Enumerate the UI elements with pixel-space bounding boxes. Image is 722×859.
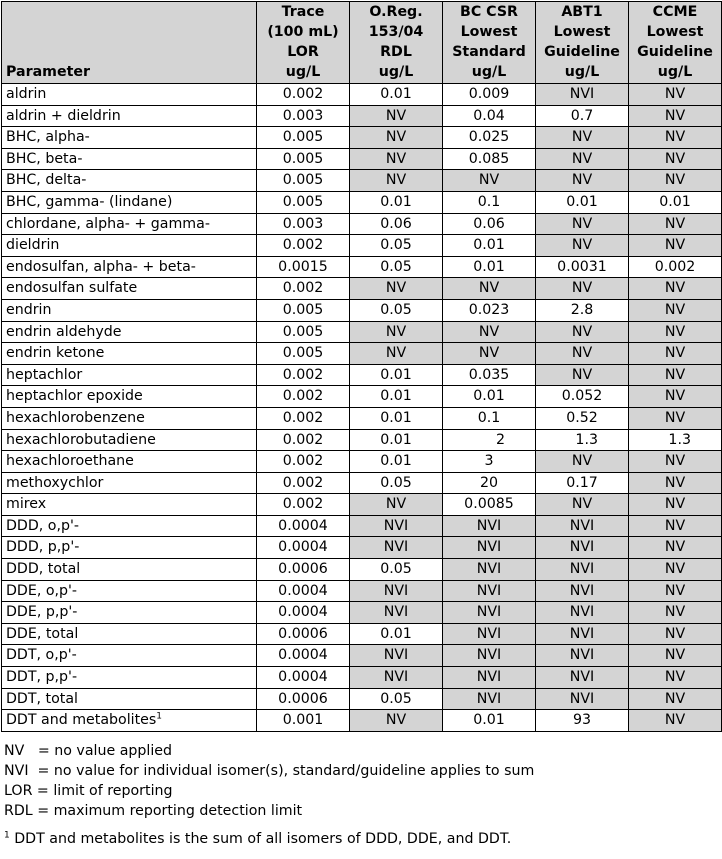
guideline-table bbox=[1, 1, 722, 732]
value-cell: 0.002 bbox=[257, 429, 350, 451]
parameter-cell bbox=[2, 645, 257, 667]
value-cell: 0.05 bbox=[350, 299, 443, 321]
value-cell: 0.01 bbox=[629, 191, 722, 213]
value-cell: 0.002 bbox=[257, 386, 350, 408]
parameter-name: endosulfan, alpha- + beta- bbox=[6, 258, 196, 275]
table-row bbox=[2, 645, 722, 667]
parameter-name: methoxychlor bbox=[6, 474, 104, 491]
value-cell: NV bbox=[629, 602, 722, 624]
value-cell: 0.0004 bbox=[257, 515, 350, 537]
value-cell: NV bbox=[629, 321, 722, 343]
header-row bbox=[2, 2, 722, 84]
table-row bbox=[2, 148, 722, 170]
parameter-cell bbox=[2, 429, 257, 451]
header-bc-csr: BC CSR Lowest Standard ug/L bbox=[443, 2, 536, 84]
value-cell: 0.05 bbox=[350, 472, 443, 494]
parameter-cell bbox=[2, 451, 257, 473]
parameter-cell bbox=[2, 213, 257, 235]
parameter-name: DDE, o,p'- bbox=[6, 582, 78, 599]
value-cell: 0.01 bbox=[443, 256, 536, 278]
value-cell: 0.01 bbox=[350, 623, 443, 645]
value-cell: NVI bbox=[536, 84, 629, 106]
table-row bbox=[2, 364, 722, 386]
parameter-cell bbox=[2, 235, 257, 257]
value-cell: NVI bbox=[350, 667, 443, 689]
value-cell: NV bbox=[629, 515, 722, 537]
parameter-cell bbox=[2, 472, 257, 494]
value-cell: 0.01 bbox=[443, 386, 536, 408]
value-cell: 0.7 bbox=[536, 105, 629, 127]
parameter-cell bbox=[2, 299, 257, 321]
value-cell: NVI bbox=[536, 602, 629, 624]
value-cell: 0.0004 bbox=[257, 537, 350, 559]
footnote-reference: 1 bbox=[156, 711, 163, 722]
value-cell: 0.052 bbox=[536, 386, 629, 408]
value-cell: NV bbox=[629, 494, 722, 516]
footnote-mark: 1 bbox=[4, 830, 10, 841]
value-cell: NVI bbox=[443, 645, 536, 667]
value-cell: 0.01 bbox=[350, 407, 443, 429]
value-cell: NVI bbox=[350, 580, 443, 602]
value-cell: 20 bbox=[443, 472, 536, 494]
value-cell: 0.003 bbox=[257, 213, 350, 235]
value-cell: NV bbox=[629, 645, 722, 667]
value-cell: 0.085 bbox=[443, 148, 536, 170]
parameter-name: dieldrin bbox=[6, 237, 60, 254]
value-cell: NV bbox=[536, 148, 629, 170]
parameter-cell bbox=[2, 688, 257, 710]
parameter-cell bbox=[2, 343, 257, 365]
parameter-cell bbox=[2, 148, 257, 170]
note-lor: LOR = limit of reporting bbox=[4, 783, 173, 799]
parameter-name: hexachloroethane bbox=[6, 453, 134, 470]
value-cell: 0.002 bbox=[629, 256, 722, 278]
value-cell: 0.001 bbox=[257, 710, 350, 732]
parameter-cell bbox=[2, 386, 257, 408]
value-cell: 0.06 bbox=[443, 213, 536, 235]
value-cell: NV bbox=[443, 278, 536, 300]
table-row bbox=[2, 299, 722, 321]
value-cell: NV bbox=[536, 321, 629, 343]
value-cell: 0.023 bbox=[443, 299, 536, 321]
value-cell: 0.01 bbox=[350, 364, 443, 386]
value-cell: NVI bbox=[443, 537, 536, 559]
value-cell: NV bbox=[629, 364, 722, 386]
table-row bbox=[2, 537, 722, 559]
value-cell: NV bbox=[629, 84, 722, 106]
value-cell: 0.0004 bbox=[257, 645, 350, 667]
value-cell: 0.01 bbox=[350, 429, 443, 451]
value-cell: 0.009 bbox=[443, 84, 536, 106]
value-cell: NVI bbox=[443, 559, 536, 581]
header-oreg-rdl: O.Reg. 153/04 RDL ug/L bbox=[350, 2, 443, 84]
parameter-name: endrin aldehyde bbox=[6, 323, 122, 340]
value-cell: 0.05 bbox=[350, 256, 443, 278]
parameter-cell bbox=[2, 667, 257, 689]
parameter-name: mirex bbox=[6, 496, 47, 513]
value-cell: 2.8 bbox=[536, 299, 629, 321]
value-cell: 0.05 bbox=[350, 235, 443, 257]
table-row bbox=[2, 451, 722, 473]
value-cell: 0.01 bbox=[443, 710, 536, 732]
parameter-cell bbox=[2, 623, 257, 645]
value-cell: 0.01 bbox=[350, 386, 443, 408]
value-cell: NV bbox=[350, 710, 443, 732]
value-cell: NVI bbox=[536, 645, 629, 667]
table-row bbox=[2, 429, 722, 451]
value-cell: 0.04 bbox=[443, 105, 536, 127]
value-cell: 0.0006 bbox=[257, 623, 350, 645]
value-cell: 0.002 bbox=[257, 364, 350, 386]
header-abt1: ABT1 Lowest Guideline ug/L bbox=[536, 2, 629, 84]
value-cell: 0.002 bbox=[257, 278, 350, 300]
value-cell: NVI bbox=[350, 515, 443, 537]
value-cell: NV bbox=[536, 494, 629, 516]
footnote bbox=[4, 829, 511, 849]
value-cell: 0.01 bbox=[350, 451, 443, 473]
parameter-cell bbox=[2, 407, 257, 429]
parameter-cell bbox=[2, 278, 257, 300]
value-cell: NV bbox=[536, 343, 629, 365]
parameter-cell bbox=[2, 710, 257, 732]
value-cell: NV bbox=[629, 667, 722, 689]
value-cell: NVI bbox=[536, 623, 629, 645]
table-row bbox=[2, 343, 722, 365]
value-cell: NV bbox=[536, 364, 629, 386]
parameter-name: aldrin + dieldrin bbox=[6, 107, 121, 124]
value-cell: NVI bbox=[536, 559, 629, 581]
parameter-name: endosulfan sulfate bbox=[6, 280, 138, 297]
value-cell: NV bbox=[629, 537, 722, 559]
value-cell: 1.3 bbox=[536, 429, 629, 451]
value-cell: NV bbox=[350, 127, 443, 149]
table-row bbox=[2, 688, 722, 710]
parameter-name: heptachlor bbox=[6, 366, 83, 383]
parameter-name: DDD, p,p'- bbox=[6, 539, 80, 556]
table-row bbox=[2, 170, 722, 192]
value-cell: NV bbox=[350, 170, 443, 192]
parameter-cell bbox=[2, 515, 257, 537]
value-cell: NVI bbox=[443, 515, 536, 537]
value-cell: 0.005 bbox=[257, 148, 350, 170]
table-row bbox=[2, 710, 722, 732]
table-row bbox=[2, 494, 722, 516]
value-cell: NV bbox=[350, 494, 443, 516]
parameter-name: DDD, total bbox=[6, 561, 81, 578]
value-cell: NVI bbox=[350, 537, 443, 559]
value-cell: 0.01 bbox=[443, 235, 536, 257]
table-row bbox=[2, 386, 722, 408]
value-cell: NV bbox=[350, 278, 443, 300]
value-cell: 0.0004 bbox=[257, 580, 350, 602]
value-cell: NV bbox=[629, 623, 722, 645]
table-body bbox=[2, 84, 722, 732]
value-cell: NV bbox=[629, 299, 722, 321]
value-cell: 93 bbox=[536, 710, 629, 732]
value-cell: NVI bbox=[536, 515, 629, 537]
value-cell: 0.17 bbox=[536, 472, 629, 494]
parameter-name: DDE, p,p'- bbox=[6, 604, 78, 621]
value-cell: NV bbox=[629, 580, 722, 602]
parameter-cell bbox=[2, 364, 257, 386]
value-cell: 3 bbox=[443, 451, 536, 473]
value-cell: NV bbox=[443, 170, 536, 192]
value-cell: 0.025 bbox=[443, 127, 536, 149]
value-cell: 0.003 bbox=[257, 105, 350, 127]
value-cell: NV bbox=[536, 451, 629, 473]
value-cell: 0.52 bbox=[536, 407, 629, 429]
parameter-name: chlordane, alpha- + gamma- bbox=[6, 215, 210, 232]
parameter-name: heptachlor epoxide bbox=[6, 388, 143, 405]
parameter-cell bbox=[2, 494, 257, 516]
value-cell: 0.0031 bbox=[536, 256, 629, 278]
value-cell: 0.01 bbox=[350, 84, 443, 106]
value-cell: NV bbox=[443, 321, 536, 343]
value-cell: 0.005 bbox=[257, 127, 350, 149]
header-trace-lor: Trace (100 mL) LOR ug/L bbox=[257, 2, 350, 84]
value-cell: NV bbox=[536, 170, 629, 192]
parameter-name: BHC, beta- bbox=[6, 150, 83, 167]
value-cell: NVI bbox=[443, 623, 536, 645]
value-cell: NV bbox=[629, 688, 722, 710]
table-row bbox=[2, 623, 722, 645]
table-row bbox=[2, 515, 722, 537]
parameter-name: hexachlorobenzene bbox=[6, 409, 145, 426]
parameter-cell bbox=[2, 580, 257, 602]
value-cell: NV bbox=[629, 105, 722, 127]
parameter-name: DDT, total bbox=[6, 690, 78, 707]
value-cell: NVI bbox=[443, 602, 536, 624]
parameter-name: endrin bbox=[6, 301, 52, 318]
value-cell: NV bbox=[536, 278, 629, 300]
parameter-name: DDT, o,p'- bbox=[6, 647, 77, 664]
table-row bbox=[2, 235, 722, 257]
value-cell: NV bbox=[443, 343, 536, 365]
header-ccme: CCME Lowest Guideline ug/L bbox=[629, 2, 722, 84]
value-cell: 0.002 bbox=[257, 472, 350, 494]
value-cell: 0.005 bbox=[257, 170, 350, 192]
parameter-name: BHC, gamma- (lindane) bbox=[6, 193, 173, 210]
table-row bbox=[2, 559, 722, 581]
parameter-name: hexachlorobutadiene bbox=[6, 431, 156, 448]
parameter-cell bbox=[2, 559, 257, 581]
value-cell: 0.0004 bbox=[257, 602, 350, 624]
value-cell: NV bbox=[629, 213, 722, 235]
parameter-cell bbox=[2, 84, 257, 106]
value-cell: 0.002 bbox=[257, 84, 350, 106]
value-cell: 1.3 bbox=[629, 429, 722, 451]
abbreviation-notes bbox=[4, 741, 534, 821]
parameter-cell bbox=[2, 256, 257, 278]
value-cell: 0.035 bbox=[443, 364, 536, 386]
parameter-cell bbox=[2, 602, 257, 624]
parameter-cell bbox=[2, 321, 257, 343]
value-cell: NVI bbox=[443, 580, 536, 602]
value-cell: NV bbox=[629, 127, 722, 149]
table-row bbox=[2, 213, 722, 235]
value-cell: NV bbox=[350, 343, 443, 365]
parameter-cell bbox=[2, 105, 257, 127]
parameter-cell bbox=[2, 170, 257, 192]
parameter-name: DDE, total bbox=[6, 625, 79, 642]
table-row bbox=[2, 321, 722, 343]
value-cell: NV bbox=[536, 127, 629, 149]
value-cell: 0.1 bbox=[443, 191, 536, 213]
parameter-name: aldrin bbox=[6, 86, 47, 102]
value-cell: NVI bbox=[536, 667, 629, 689]
table-row bbox=[2, 191, 722, 213]
parameter-cell bbox=[2, 191, 257, 213]
parameter-name: BHC, delta- bbox=[6, 172, 87, 189]
value-cell: NVI bbox=[536, 537, 629, 559]
table-row bbox=[2, 667, 722, 689]
value-cell: NV bbox=[536, 213, 629, 235]
value-cell: NV bbox=[350, 321, 443, 343]
value-cell: NV bbox=[629, 343, 722, 365]
footnote-text: DDT and metabolites is the sum of all isomers of DDD, DDE, and DDT. bbox=[9, 831, 512, 847]
parameter-name: BHC, alpha- bbox=[6, 129, 90, 146]
parameter-name: endrin ketone bbox=[6, 345, 105, 362]
header-parameter: Parameter bbox=[2, 2, 257, 84]
value-cell: 2 bbox=[443, 429, 536, 451]
value-cell: NV bbox=[629, 451, 722, 473]
value-cell: 0.0006 bbox=[257, 559, 350, 581]
value-cell: NV bbox=[629, 235, 722, 257]
note-rdl: RDL = maximum reporting detection limit bbox=[4, 803, 303, 819]
value-cell: 0.002 bbox=[257, 451, 350, 473]
value-cell: 0.0085 bbox=[443, 494, 536, 516]
table-row bbox=[2, 602, 722, 624]
value-cell: 0.06 bbox=[350, 213, 443, 235]
value-cell: 0.005 bbox=[257, 321, 350, 343]
value-cell: NV bbox=[629, 472, 722, 494]
note-nvi: NVI = no value for individual isomer(s), standard/guideline applies to sum bbox=[4, 763, 535, 779]
table-row bbox=[2, 84, 722, 106]
value-cell: 0.0006 bbox=[257, 688, 350, 710]
table-row bbox=[2, 407, 722, 429]
parameter-cell bbox=[2, 537, 257, 559]
value-cell: NV bbox=[629, 386, 722, 408]
table-row bbox=[2, 278, 722, 300]
value-cell: 0.005 bbox=[257, 191, 350, 213]
value-cell: 0.05 bbox=[350, 559, 443, 581]
note-nv: NV = no value applied bbox=[4, 743, 173, 759]
value-cell: 0.05 bbox=[350, 688, 443, 710]
value-cell: 0.0015 bbox=[257, 256, 350, 278]
value-cell: 0.0004 bbox=[257, 667, 350, 689]
value-cell: NV bbox=[629, 148, 722, 170]
table-row bbox=[2, 105, 722, 127]
value-cell: NVI bbox=[536, 580, 629, 602]
parameter-name: DDT and metabolites bbox=[6, 712, 157, 729]
table-row bbox=[2, 256, 722, 278]
value-cell: NVI bbox=[536, 688, 629, 710]
value-cell: 0.005 bbox=[257, 343, 350, 365]
value-cell: NV bbox=[629, 407, 722, 429]
table-row bbox=[2, 127, 722, 149]
value-cell: NV bbox=[350, 105, 443, 127]
value-cell: NVI bbox=[350, 602, 443, 624]
value-cell: NV bbox=[629, 559, 722, 581]
value-cell: 0.002 bbox=[257, 235, 350, 257]
value-cell: NV bbox=[629, 278, 722, 300]
value-cell: 0.002 bbox=[257, 407, 350, 429]
value-cell: NV bbox=[536, 235, 629, 257]
parameter-cell bbox=[2, 127, 257, 149]
value-cell: NV bbox=[350, 148, 443, 170]
value-cell: NVI bbox=[443, 688, 536, 710]
value-cell: 0.01 bbox=[350, 191, 443, 213]
value-cell: NV bbox=[629, 710, 722, 732]
value-cell: 0.002 bbox=[257, 494, 350, 516]
table-row bbox=[2, 472, 722, 494]
value-cell: NVI bbox=[350, 645, 443, 667]
value-cell: NVI bbox=[443, 667, 536, 689]
value-cell: NV bbox=[629, 170, 722, 192]
parameter-name: DDD, o,p'- bbox=[6, 517, 80, 534]
value-cell: 0.1 bbox=[443, 407, 536, 429]
value-cell: 0.01 bbox=[536, 191, 629, 213]
value-cell: 0.005 bbox=[257, 299, 350, 321]
table-row bbox=[2, 580, 722, 602]
parameter-name: DDT, p,p'- bbox=[6, 669, 78, 686]
